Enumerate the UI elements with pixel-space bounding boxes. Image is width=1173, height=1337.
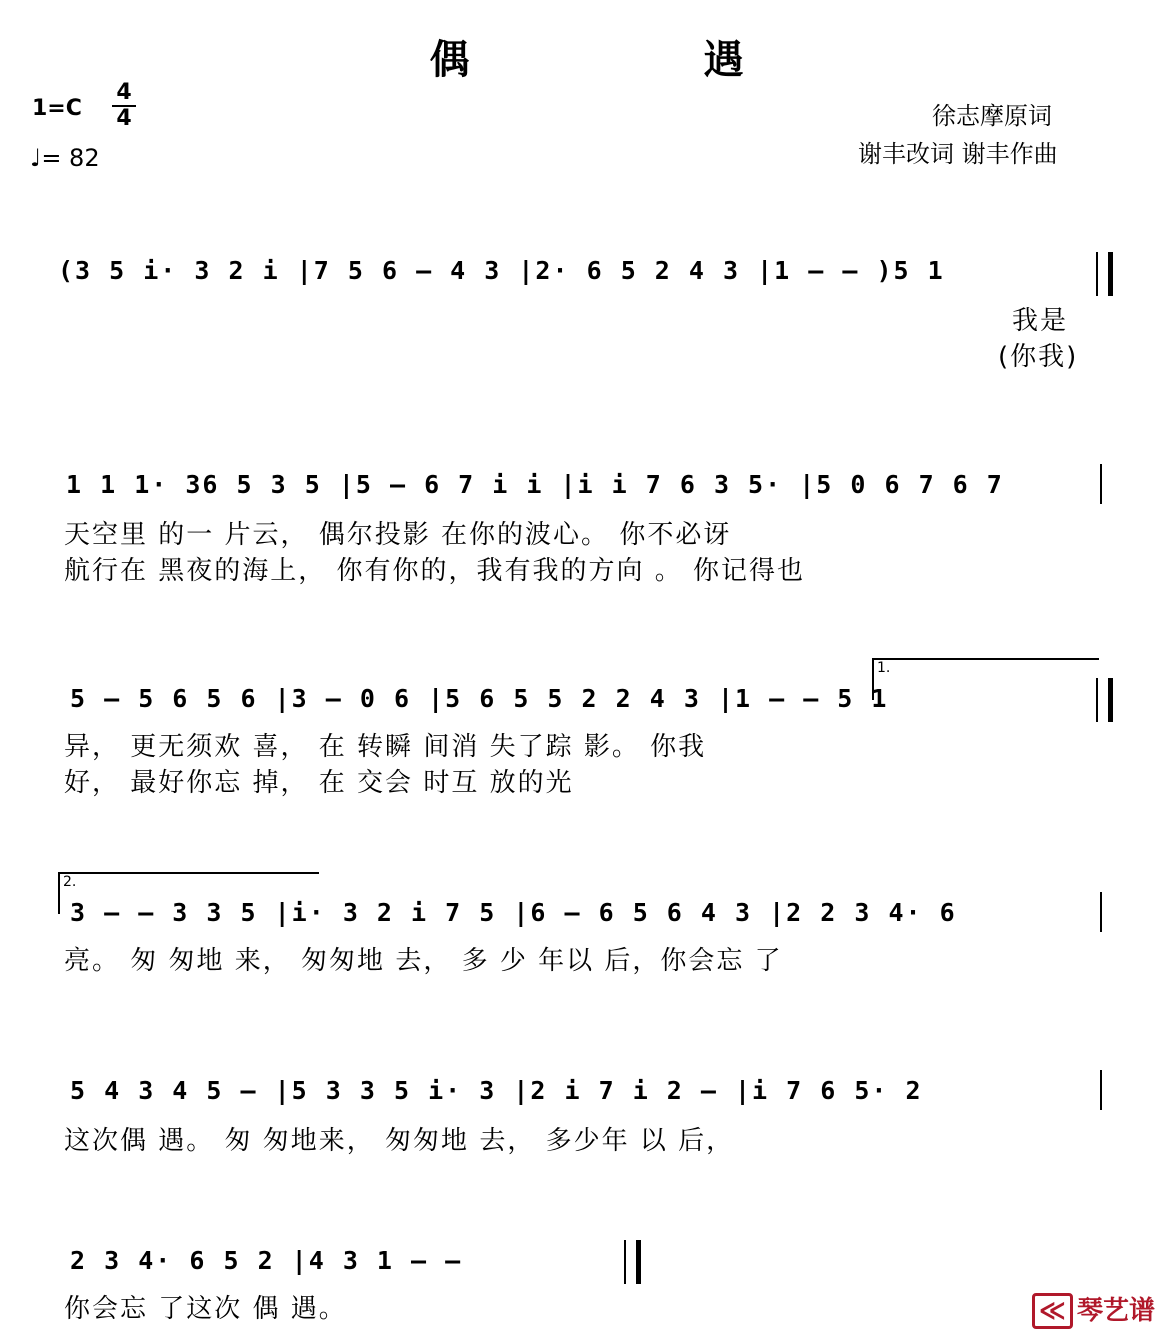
final-barline	[624, 1240, 641, 1284]
system-6-lyrics: 你会忘 了这次 偶 遇。	[64, 1294, 347, 1324]
time-signature-top: 4	[116, 80, 132, 105]
composer-credit: 谢丰改词 谢丰作曲	[858, 140, 1058, 168]
page-title: 偶 遇	[429, 37, 854, 83]
first-ending-bracket: 1.	[872, 658, 1099, 700]
system-3-notes: 5 – 5 6 5 6 |3 – 0 6 |5 6 5 5 2 2 4 3 |1 – – 5 1	[70, 684, 889, 713]
lyricist-credit: 徐志摩原词	[932, 102, 1052, 130]
system-2-lyrics-verse-2: 航行在 黑夜的海上， 你有你的，我有我的方向 。 你记得也	[64, 556, 806, 586]
system-1-notes: (3 5 i· 3 2 i |7 5 6 – 4 3 |2· 6 5 2 4 3 |1 – – )5 1	[58, 256, 945, 285]
system-5-end-barline	[1100, 1070, 1102, 1110]
system-3-lyrics-verse-1: 异， 更无须欢 喜， 在 转瞬 间消 失了踪 影。 你我	[64, 732, 707, 762]
system-1-lyrics-verse-1: 我是	[1012, 306, 1069, 336]
time-signature	[112, 82, 136, 130]
system-4-lyrics: 亮。 匆 匆地 来， 匆匆地 去， 多 少 年以 后，你会忘 了	[64, 946, 783, 976]
system-2-notes: 1 1 1· 36 5 3 5 |5 – 6 7 i i |i i 7 6 3 5· |5 0 6 7 6 7	[66, 470, 1004, 499]
system-1-lyrics-verse-2: (你我)	[998, 342, 1079, 372]
system-4-notes: 3 – – 3 3 5 |i· 3 2 i 7 5 |6 – 6 5 6 4 3 |2 2 3 4· 6	[70, 898, 957, 927]
second-ending-bracket: 2.	[58, 872, 319, 914]
watermark-icon: ≪	[1032, 1293, 1073, 1329]
tempo-marking: ♩= 82	[30, 144, 100, 172]
system-2-end-barline	[1100, 464, 1102, 504]
watermark-logo	[1032, 1290, 1155, 1327]
repeat-start-barline	[1096, 252, 1113, 296]
watermark-text: 琴艺谱	[1076, 1296, 1155, 1326]
system-5-notes: 5 4 3 4 5 – |5 3 3 5 i· 3 |2 i 7 i 2 – |i 7 6 5· 2	[70, 1076, 923, 1105]
key-signature: 1=C	[32, 96, 82, 121]
system-5-lyrics: 这次偶 遇。 匆 匆地来， 匆匆地 去， 多少年 以 后，	[64, 1126, 735, 1156]
repeat-end-barline	[1096, 678, 1113, 722]
system-2-lyrics-verse-1: 天空里 的一 片云， 偶尔投影 在你的波心。 你不必讶	[64, 520, 732, 550]
system-6-notes: 2 3 4· 6 5 2 |4 3 1 – –	[70, 1246, 463, 1275]
system-4-end-barline	[1100, 892, 1102, 932]
time-signature-bottom: 4	[116, 106, 132, 131]
system-3-lyrics-verse-2: 好， 最好你忘 掉， 在 交会 时互 放的光	[64, 768, 574, 798]
